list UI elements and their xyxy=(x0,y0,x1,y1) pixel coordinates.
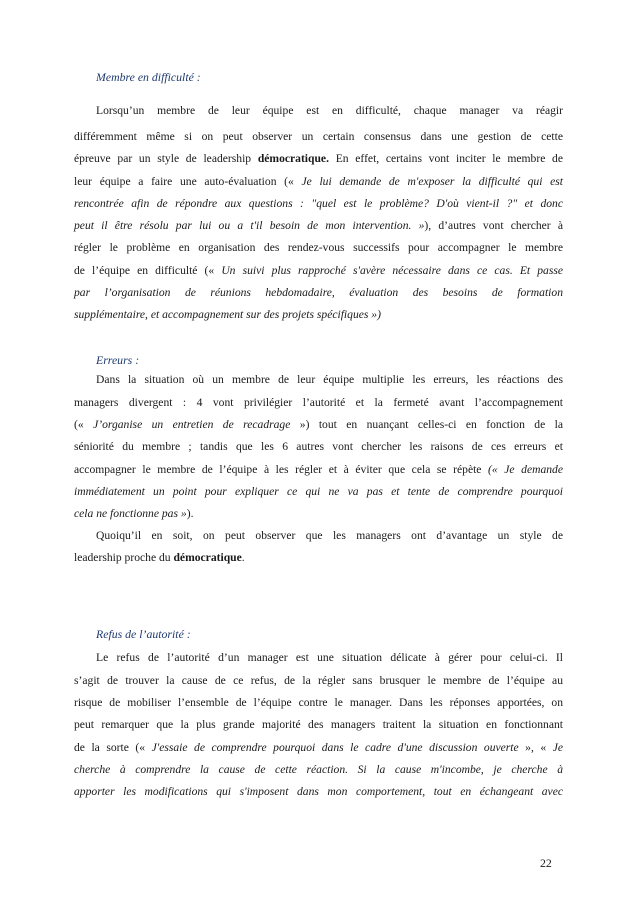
quote-text: cela ne fonctionne pas » xyxy=(74,507,187,520)
text-run: Le refus de l’autorité d’un manager est une situation délicate à gérer pour celui-ci. Il xyxy=(96,651,563,664)
text-run: managers divergent : 4 vont privilégier l’autorité et la fermeté avant l’accompagnement xyxy=(74,396,563,409)
quote-text: Un suivi plus rapproché s'avère nécessaire dans ce cas. Et passe xyxy=(221,264,563,277)
quote-text: cherche à comprendre la cause de cette réaction. Si la cause m'incombe, je cherche à xyxy=(74,763,563,776)
heading-refus-autorite: Refus de l’autorité : xyxy=(96,627,191,641)
text-line xyxy=(74,152,563,166)
bold-text: démocratique. xyxy=(257,152,329,165)
text-line xyxy=(74,130,563,144)
text-run: ). xyxy=(186,507,194,520)
text-line xyxy=(74,485,563,499)
text-line xyxy=(74,463,563,477)
text-run: Quoiqu’il en soit, on peut observer que les managers ont d’avantage un style de xyxy=(96,529,563,542)
text-line xyxy=(74,718,563,732)
text-run: En effet, certains vont inciter le membre de xyxy=(328,152,563,165)
quote-text: immédiatement un point pour expliquer ce qui ne va pas et tente de comprendre pourquoi xyxy=(74,485,563,498)
text-run: leadership proche du xyxy=(74,551,174,564)
heading-membre-en-difficulte: Membre en difficulté : xyxy=(96,70,201,84)
text-run: leur équipe a faire une auto-évaluation (« xyxy=(74,175,302,188)
text-line xyxy=(74,197,563,211)
quote-text: J'essaie de comprendre pourquoi dans le cadre d'une discussion ouverte xyxy=(151,741,519,754)
quote-text: supplémentaire, et accompagnement sur des projets spécifiques ») xyxy=(74,308,381,321)
quote-text: rencontrée afin de répondre aux questions : "quel est le problème? D'où vient-il ?" et donc xyxy=(74,197,563,210)
text-run: Lorsqu’un membre de leur équipe est en difficulté, chaque manager va réagir xyxy=(96,104,563,117)
text-line xyxy=(74,241,563,255)
text-line xyxy=(96,529,563,543)
text-run: de la sorte (« xyxy=(74,741,152,754)
text-run: régler le problème en organisation des rendez-vous successifs pour accompagner le membre xyxy=(74,241,563,254)
text-line xyxy=(74,418,563,432)
quote-text: par l’organisation de réunions hebdomadaire, évaluation des besoins de formation xyxy=(74,286,563,299)
text-run: ») tout en nuançant celles-ci en fonction de la xyxy=(290,418,564,431)
quote-text: apporter les modifications qui s'imposent dans mon comportement, tout en échangeant avec xyxy=(74,785,563,798)
text-run: accompagner le membre de l’équipe à les régler et à éviter que cela se répète xyxy=(74,463,489,476)
text-run: épreuve par un style de leadership xyxy=(74,152,258,165)
text-line xyxy=(74,507,563,521)
text-run: Dans la situation où un membre de leur équipe multiplie les erreurs, les réactions des xyxy=(96,373,563,386)
text-line xyxy=(74,696,563,710)
page-number: 22 xyxy=(540,856,552,870)
text-line xyxy=(74,763,563,777)
text-line xyxy=(74,286,563,300)
quote-text: peut il être résolu par lui ou a t'il besoin de mon intervention. » xyxy=(74,219,425,232)
text-run: peut remarquer que la plus grande majorité des managers traitent la situation en fonctionnant xyxy=(74,718,563,731)
text-line xyxy=(74,440,563,454)
text-run: ), d’autres vont chercher à xyxy=(424,219,563,232)
text-line xyxy=(96,651,563,665)
text-line xyxy=(74,219,563,233)
quote-text: Je lui demande de m'exposer la difficulté qui est xyxy=(301,175,563,188)
heading-erreurs: Erreurs : xyxy=(96,353,140,367)
text-run: risque de mobiliser l’ensemble de l’équipe contre le manager. Dans les réponses apportées, on xyxy=(74,696,563,709)
quote-text: J’organise un entretien de recadrage xyxy=(93,418,291,431)
quote-text: Je xyxy=(552,741,564,754)
text-line xyxy=(74,175,563,189)
text-line xyxy=(74,741,563,755)
text-line xyxy=(96,373,563,387)
text-line xyxy=(96,104,563,118)
text-line xyxy=(74,551,563,565)
text-line xyxy=(74,396,563,410)
text-line xyxy=(74,308,563,322)
text-line xyxy=(74,264,563,278)
text-line xyxy=(74,674,563,688)
bold-text: démocratique xyxy=(173,551,242,564)
text-run: », « xyxy=(518,741,553,754)
text-run: (« xyxy=(74,418,94,431)
text-run: . xyxy=(241,551,245,564)
quote-text: (« Je demande xyxy=(488,463,563,476)
text-line xyxy=(74,785,563,799)
text-run: de l’équipe en difficulté (« xyxy=(74,264,222,277)
text-run: séniorité du membre ; tandis que les 6 autres vont chercher les raisons de ces erreurs et xyxy=(74,440,563,453)
text-run: s’agit de trouver la cause de ce refus, de la régler sans brusquer le membre de l’équipe au xyxy=(74,674,563,687)
text-run: différemment même si on peut observer un certain consensus dans une gestion de cette xyxy=(74,130,563,143)
